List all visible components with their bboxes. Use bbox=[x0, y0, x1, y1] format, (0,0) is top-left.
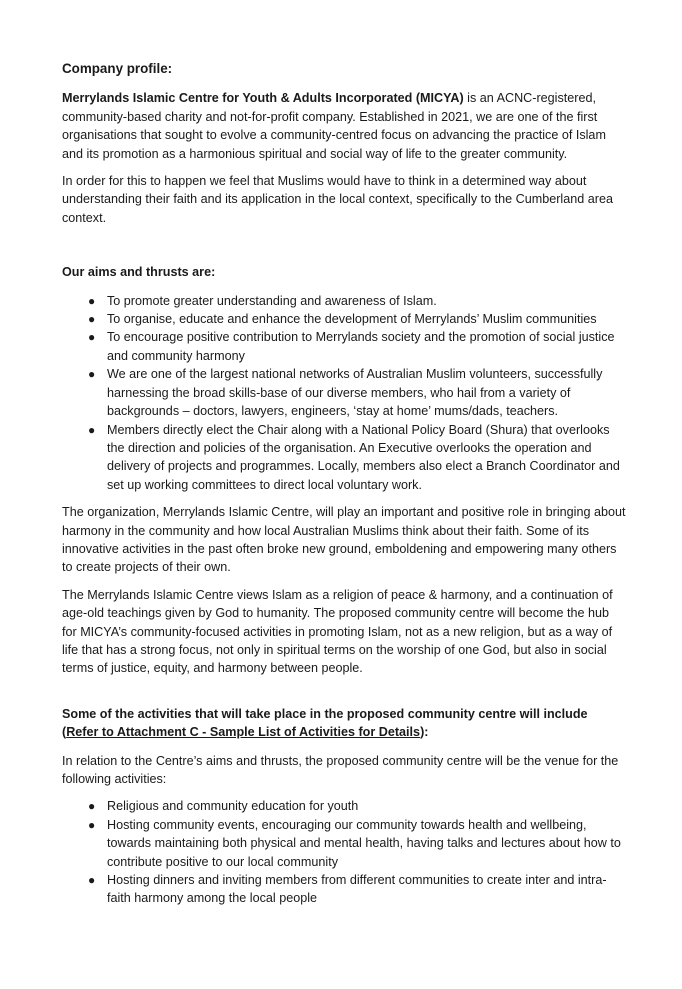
intro-paragraph bbox=[62, 89, 627, 163]
activities-heading bbox=[62, 705, 627, 742]
list-item-text: We are one of the largest national networks of Australian Muslim volunteers, successfully harnessing the broad skills-base of our diverse members, who hail from a variety of backgrounds – doctors, lawyers, engineers, ‘stay at home’ mums/dads, teachers. bbox=[107, 367, 603, 419]
list-item bbox=[62, 328, 627, 365]
spacer bbox=[62, 687, 627, 705]
bullet-icon: ● bbox=[88, 817, 96, 832]
list-item-text: To organise, educate and enhance the development of Merrylands’ Muslim communities bbox=[107, 312, 597, 327]
list-item-text: To promote greater understanding and awareness of Islam. bbox=[107, 293, 437, 308]
aims-heading: Our aims and thrusts are: bbox=[62, 265, 216, 280]
organization-paragraph: The organization, Merrylands Islamic Centre, will play an important and positive role in bringing about harmony in the community and how local Australian Muslims think about their faith. Some of its innovative activities in the past often broke new ground, emboldening and empowering many others to create projects of their own. bbox=[62, 505, 626, 575]
context-paragraph: In order for this to happen we feel that Muslims would have to think in a determined way about understanding their faith and its application in the local context, specifically to the Cumberland area context. bbox=[62, 174, 613, 225]
bullet-icon: ● bbox=[88, 312, 96, 327]
list-item-text: Religious and community education for youth bbox=[107, 799, 359, 814]
list-item-text: Members directly elect the Chair along with a National Policy Board (Shura) that overlooks the direction and policies of the organisation. An Executive overlooks the operation and delivery of projects and programmes. Locally, members also elect a Branch Coordinator and set up working committees to direct local voluntary work. bbox=[107, 422, 620, 492]
document-page bbox=[62, 60, 627, 917]
list-item bbox=[62, 365, 627, 420]
org-name: Merrylands Islamic Centre for Youth & Adults Incorporated (MICYA) bbox=[62, 91, 464, 106]
bullet-icon: ● bbox=[88, 367, 96, 382]
list-item bbox=[62, 871, 627, 908]
list-item bbox=[62, 310, 627, 328]
bullet-icon: ● bbox=[88, 873, 96, 888]
attachment-reference: Refer to Attachment C - Sample List of Activities for Details bbox=[66, 725, 421, 740]
list-item bbox=[62, 421, 627, 495]
intro-text: is an ACNC-registered, community-based charity and not-for-profit company. Established in 2021, we are one of the first organisations that sought to evolve a community-centred focus on advancing the practice of Islam and its promotion as a harmonious spiritual and social way of life to the greater community. bbox=[62, 91, 606, 161]
views-paragraph: The Merrylands Islamic Centre views Islam as a religion of peace & harmony, and a continuation of age-old teachings given by God to humanity. The proposed community centre will become the hub for MICYA’s community-focused activities in promoting Islam, not as a new religion, but as a way of life that has a strong focus, not only in spiritual terms on the worship of one God, but also in social terms of justice, equity, and harmony between people. bbox=[62, 587, 613, 676]
activities-intro: In relation to the Centre’s aims and thrusts, the proposed community centre will be the venue for the following activities: bbox=[62, 753, 619, 786]
list-item bbox=[62, 816, 627, 871]
activities-heading-end: ): bbox=[420, 725, 429, 740]
activities-heading-text: Some of the activities that will take place in the proposed community centre will include ( bbox=[62, 706, 588, 740]
bullet-icon: ● bbox=[88, 293, 96, 308]
list-item bbox=[62, 797, 627, 815]
spacer bbox=[62, 236, 627, 263]
list-item bbox=[62, 292, 627, 310]
bullet-icon: ● bbox=[88, 330, 96, 345]
aims-list bbox=[62, 292, 627, 494]
bullet-icon: ● bbox=[88, 422, 96, 437]
list-item-text: Hosting dinners and inviting members from different communities to create inter and intra-faith harmony among the local people bbox=[107, 873, 607, 906]
list-item-text: Hosting community events, encouraging our community towards health and wellbeing, towards maintaining both physical and mental health, having talks and lectures about how to contribute positive to our local community bbox=[107, 817, 621, 869]
bullet-icon: ● bbox=[88, 799, 96, 814]
activities-list bbox=[62, 797, 627, 907]
list-item-text: To encourage positive contribution to Merrylands society and the promotion of social justice and community harmony bbox=[107, 330, 615, 363]
page-title: Company profile: bbox=[62, 61, 173, 76]
